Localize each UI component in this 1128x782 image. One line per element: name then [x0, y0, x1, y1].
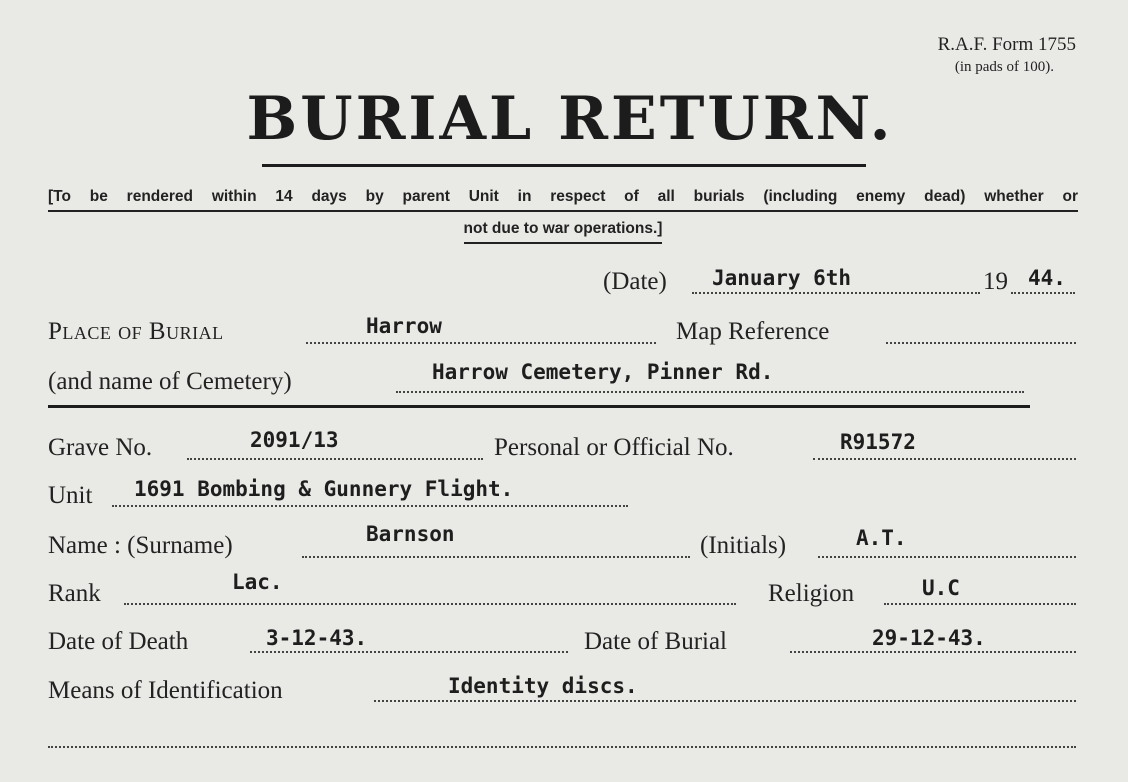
date-of-death-label: Date of Death: [48, 628, 189, 655]
form-number: [938, 34, 1076, 78]
form-number-label: R.A.F. Form 1755: [937, 34, 1076, 55]
date-of-burial-value[interactable]: 29-12-43.: [872, 626, 986, 650]
date-year-value[interactable]: 44.: [1028, 266, 1066, 290]
date-year-dots: [1011, 292, 1075, 294]
means-of-identification-dots: [374, 700, 1076, 702]
date-of-burial-label: Date of Burial: [584, 628, 728, 655]
date-of-death-value[interactable]: 3-12-43.: [266, 626, 368, 650]
map-reference-label: Map Reference: [676, 318, 830, 345]
personal-no-dots: [813, 458, 1076, 460]
surname-value[interactable]: Barnson: [366, 522, 455, 546]
religion-label: Religion: [768, 580, 855, 607]
date-dots: [692, 292, 980, 294]
initials-dots: [818, 556, 1076, 558]
initials-label: (Initials): [700, 532, 787, 559]
date-year-prefix: 19: [983, 268, 1008, 295]
personal-no-value[interactable]: R91572: [840, 430, 916, 454]
rank-value[interactable]: Lac.: [232, 570, 283, 594]
page-title: BURIAL RETURN.: [246, 84, 894, 154]
place-of-burial-dots: [306, 342, 656, 344]
date-label: (Date): [603, 268, 667, 295]
means-of-identification-value[interactable]: Identity discs.: [448, 674, 638, 698]
place-of-burial-label: Place of Burial: [48, 318, 224, 345]
rank-dots: [124, 603, 736, 605]
section-divider: [48, 405, 1030, 408]
personal-no-label: Personal or Official No.: [494, 434, 734, 461]
grave-no-label: Grave No.: [48, 434, 153, 461]
instruction-line-1: [To be rendered within 14 days by parent Unit in respect of all burials (including enemy dead) whether or: [48, 184, 1078, 212]
grave-no-dots: [187, 458, 483, 460]
map-reference-dots: [886, 342, 1076, 344]
unit-value[interactable]: 1691 Bombing & Gunnery Flight.: [134, 477, 514, 501]
place-of-burial-value[interactable]: Harrow: [366, 314, 442, 338]
pads-note: (in pads of 100).: [954, 59, 1054, 75]
date-of-death-dots: [250, 651, 568, 653]
religion-dots: [884, 603, 1076, 605]
cemetery-dots: [396, 391, 1024, 393]
cemetery-label: (and name of Cemetery): [48, 368, 292, 395]
cemetery-value[interactable]: Harrow Cemetery, Pinner Rd.: [432, 360, 774, 384]
date-of-burial-dots: [790, 651, 1076, 653]
date-day-value[interactable]: January 6th: [712, 266, 852, 290]
extra-line-dots[interactable]: [48, 746, 1076, 748]
unit-dots: [112, 505, 628, 507]
unit-label: Unit: [48, 482, 93, 509]
surname-dots: [302, 556, 690, 558]
title-underline: [262, 164, 866, 167]
grave-no-value[interactable]: 2091/13: [250, 428, 339, 452]
instructions: [48, 184, 1078, 246]
instruction-line-2: not due to war operations.]: [464, 216, 663, 244]
religion-value[interactable]: U.C: [922, 576, 960, 600]
rank-label: Rank: [48, 580, 101, 607]
surname-label: Name : (Surname): [48, 532, 233, 559]
initials-value[interactable]: A.T.: [856, 526, 907, 550]
means-of-identification-label: Means of Identification: [48, 677, 283, 704]
